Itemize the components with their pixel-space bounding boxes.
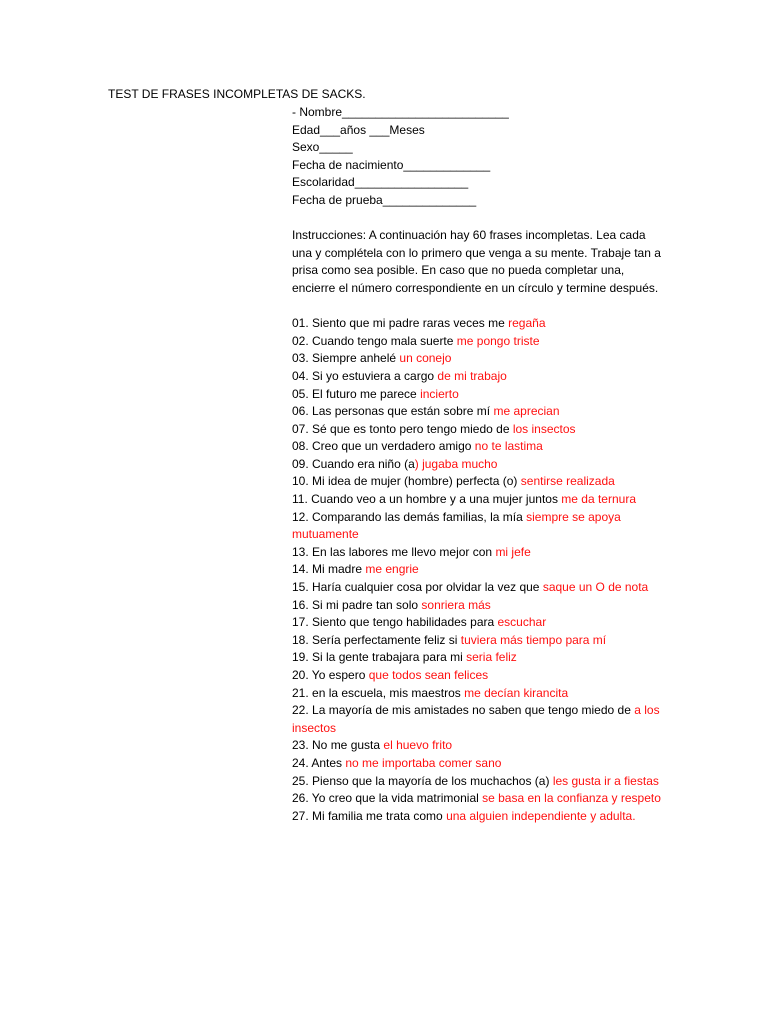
sentence-item xyxy=(292,561,664,579)
sentence-item xyxy=(292,473,664,491)
sentence-item xyxy=(292,333,664,351)
field-name: - Nombre_________________________ xyxy=(292,105,509,119)
sentence-prompt: 06. Las personas que están sobre mí xyxy=(292,404,494,419)
sentence-answer: incierto xyxy=(420,386,459,401)
sentence-prompt: 19. Si la gente trabajara para mi xyxy=(292,650,467,665)
sentence-item xyxy=(292,579,664,597)
sentence-answer: una alguien independiente y adulta. xyxy=(446,808,636,823)
sentence-prompt: 15. Haría cualquier cosa por olvidar la vez que xyxy=(292,580,543,595)
sentence-item xyxy=(292,649,664,667)
sentence-answer: un conejo xyxy=(399,351,452,366)
sentence-prompt: 05. El futuro me parece xyxy=(292,386,421,401)
form-content xyxy=(292,104,664,825)
sentence-item xyxy=(292,597,664,615)
sentence-prompt: 17. Siento que tengo habilidades para xyxy=(292,615,498,630)
sentence-answer: se basa en la confianza y respeto xyxy=(482,791,661,806)
sentence-answer: ) jugaba mucho xyxy=(414,456,498,471)
sentence-item xyxy=(292,755,664,773)
instructions: Instrucciones: A continuación hay 60 frases incompletas. Lea cada una y complétela con lo primero que venga a su mente. Trabaje tan a prisa como sea posible. En caso que no pueda completar una, encierre el número correspondiente en un círculo y termine después. xyxy=(292,228,661,295)
sentence-item xyxy=(292,632,664,650)
sentence-prompt: 09. Cuando era niño (a xyxy=(292,456,415,471)
sentence-answer: tuviera más tiempo para mí xyxy=(460,632,607,647)
sentence-answer: los insectos xyxy=(512,421,576,436)
sentence-prompt: 12. Comparando las demás familias, la mía xyxy=(292,509,527,524)
sentence-item xyxy=(292,421,664,439)
sentence-item xyxy=(292,509,664,544)
sentence-answer: escuchar xyxy=(497,615,547,630)
sentence-item xyxy=(292,403,664,421)
sentence-prompt: 08. Creo que un verdadero amigo xyxy=(292,439,475,454)
sentence-item xyxy=(292,773,664,791)
sentence-item xyxy=(292,808,664,826)
sentence-answer: me pongo triste xyxy=(456,333,540,348)
sentence-answer: me aprecian xyxy=(493,404,560,419)
sentence-prompt: 27. Mi familia me trata como xyxy=(292,808,447,823)
field-test-date: Fecha de prueba______________ xyxy=(292,192,477,207)
sentence-item xyxy=(292,790,664,808)
sentence-item xyxy=(292,737,664,755)
field-birth-date: Fecha de nacimiento_____________ xyxy=(292,157,491,172)
sentence-prompt: 14. Mi madre xyxy=(292,562,366,577)
sentence-prompt: 25. Pienso que la mayoría de los muchachos (a) xyxy=(292,773,553,788)
sentence-prompt: 24. Antes xyxy=(292,755,346,770)
sentence-prompt: 26. Yo creo que la vida matrimonial xyxy=(292,791,483,806)
sentence-prompt: 13. En las labores me llevo mejor con xyxy=(292,544,496,559)
sentence-item xyxy=(292,368,664,386)
sentence-item xyxy=(292,350,664,368)
sentence-answer: que todos sean felices xyxy=(368,668,489,682)
sentence-prompt: 03. Siempre anhelé xyxy=(292,351,400,366)
sentence-prompt: 21. en la escuela, mis maestros xyxy=(292,685,465,700)
sentence-answer: a los insectos xyxy=(292,703,660,735)
sentence-prompt: 02. Cuando tengo mala suerte xyxy=(292,333,457,348)
sentence-answer: sentirse realizada xyxy=(520,474,615,489)
sentence-item xyxy=(292,456,664,474)
sentence-list xyxy=(292,315,664,825)
sentence-item xyxy=(292,667,664,685)
sentence-prompt: 20. Yo espero xyxy=(292,668,369,682)
sentence-prompt: 23. No me gusta xyxy=(292,738,384,753)
sentence-answer: el huevo frito xyxy=(383,738,453,753)
sentence-answer: siempre se apoya mutuamente xyxy=(292,509,621,542)
sentence-prompt: 16. Si mi padre tan solo xyxy=(292,597,422,612)
sentence-answer: seria feliz xyxy=(466,650,517,665)
field-schooling: Escolaridad_________________ xyxy=(292,175,469,190)
sentence-item xyxy=(292,438,664,456)
sentence-answer: no te lastima xyxy=(474,439,543,454)
sentence-answer: saque un O de nota xyxy=(542,580,649,595)
sentence-prompt: 07. Sé que es tonto pero tengo miedo de xyxy=(292,421,513,436)
page-title: TEST DE FRASES INCOMPLETAS DE SACKS. xyxy=(108,87,366,101)
sentence-prompt: 10. Mi idea de mujer (hombre) perfecta (o) xyxy=(292,474,521,489)
sentence-item xyxy=(292,544,664,562)
sentence-item xyxy=(292,614,664,632)
field-age: Edad___años ___Meses xyxy=(292,122,425,137)
sentence-prompt: 11. Cuando veo a un hombre y a una mujer juntos xyxy=(292,492,562,507)
field-sex: Sexo_____ xyxy=(292,140,353,155)
sentence-prompt: 04. Si yo estuviera a cargo xyxy=(292,368,438,383)
spacer xyxy=(292,210,664,228)
sentence-answer: no me importaba comer sano xyxy=(345,755,502,770)
spacer xyxy=(292,298,664,316)
sentence-answer: mi jefe xyxy=(495,544,531,559)
sentence-prompt: 18. Sería perfectamente feliz si xyxy=(292,632,461,647)
sentence-item xyxy=(292,386,664,404)
sentence-answer: me decían kirancita xyxy=(464,685,569,700)
sentence-item xyxy=(292,702,664,737)
sentence-item xyxy=(292,315,664,333)
sentence-answer: de mi trabajo xyxy=(437,368,507,383)
sentence-answer: me da ternura xyxy=(561,492,636,507)
sentence-prompt: 22. La mayoría de mis amistades no saben que tengo miedo de xyxy=(292,703,635,718)
sentence-item xyxy=(292,685,664,703)
sentence-answer: sonriera más xyxy=(421,597,491,612)
sentence-item xyxy=(292,491,664,509)
sentence-prompt: 01. Siento que mi padre raras veces me xyxy=(292,316,509,331)
sentence-answer: me engrie xyxy=(365,562,419,577)
sentence-answer: les gusta ir a fiestas xyxy=(552,773,659,788)
sentence-answer: regaña xyxy=(508,316,546,331)
